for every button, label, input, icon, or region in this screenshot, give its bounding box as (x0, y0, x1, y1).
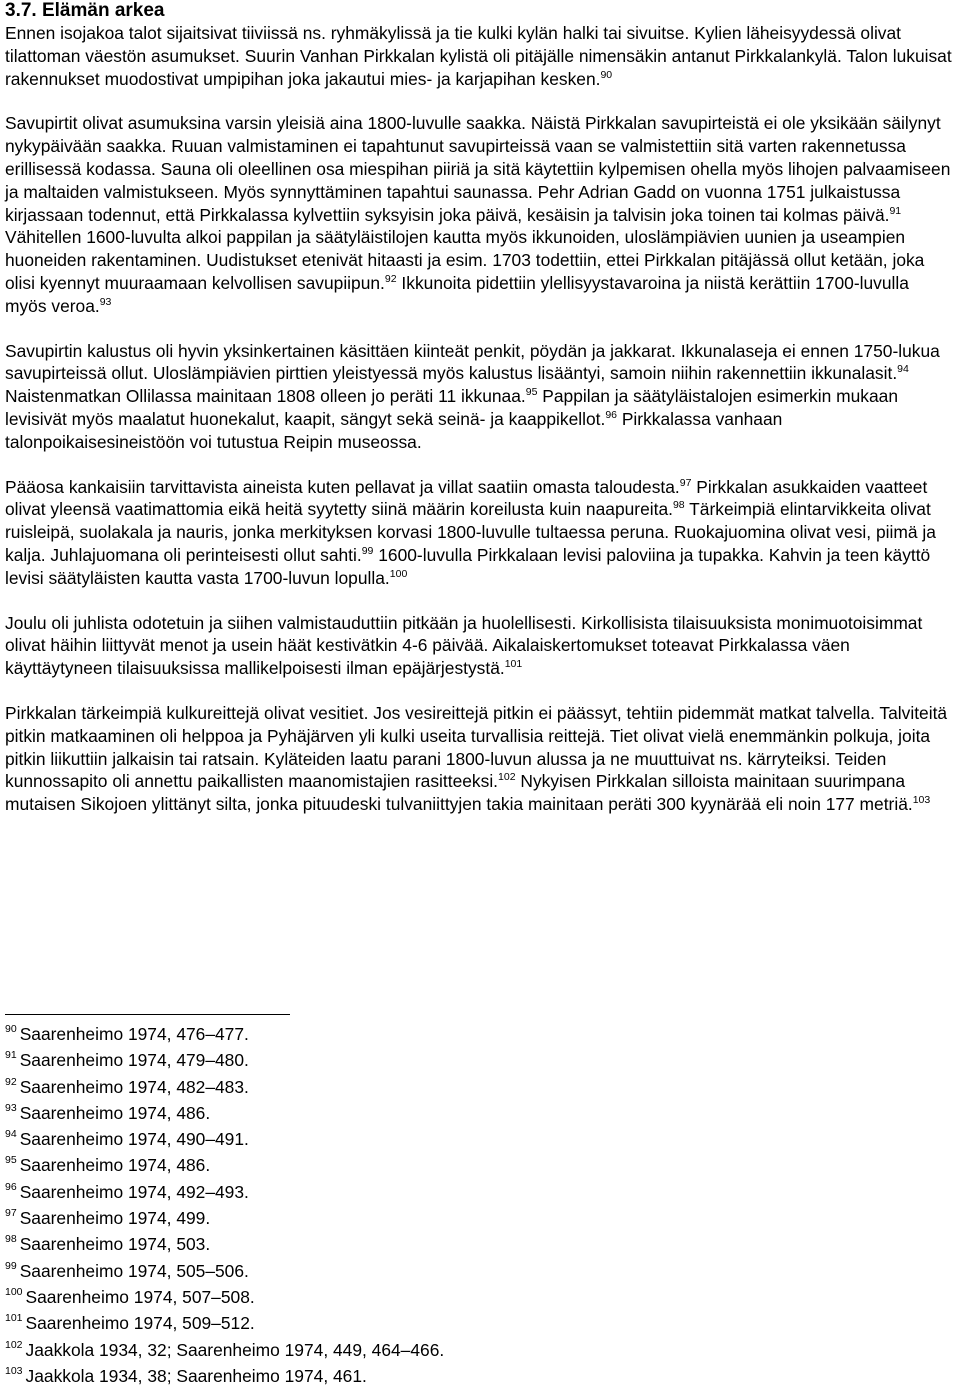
footnote-ref: 98 (672, 499, 685, 512)
footnote (5, 1021, 955, 1047)
footnote-number: 95 (5, 1154, 17, 1167)
footnote (5, 1284, 955, 1310)
paragraph-text: Pirkkalassa vanhaan talonpoikaisesineistöön voi tutustua Reipin museossa. (5, 408, 783, 452)
footnote-text: Saarenheimo 1974, 492–493. (19, 1181, 249, 1202)
paragraph (5, 112, 955, 317)
footnote-number: 97 (5, 1207, 17, 1220)
paragraph (5, 22, 955, 90)
footnote-number: 98 (5, 1233, 17, 1246)
footnote-text: Saarenheimo 1974, 482–483. (19, 1076, 249, 1097)
paragraph (5, 340, 955, 454)
footnote-separator (5, 1014, 290, 1015)
footnote-number: 92 (5, 1075, 17, 1088)
footnote (5, 1074, 955, 1100)
footnote-ref: 95 (525, 386, 538, 399)
paragraph-text: Pirkkalan tärkeimpiä kulkureittejä olivat vesitiet. Jos vesireittejä pitkin ei päässyt, tehtiin pidemmät matkat talvella. Talviteitä pitkin matkaaminen oli helppoa ja Pyhäjärven yli kulki useita turvallisia reittejä. Tiet olivat vielä enemmänkin polkuja, joita pitkin liikuttiin jalkaisin tai ratsain. Kyläteiden laatu parani 1800-luvun alussa ja ne muuttuivat ns. kärryteiksi. Teiden kunnossapito oli annettu paikallisten maanomistajien rasitteeksi. (5, 702, 948, 792)
footnote (5, 1047, 955, 1073)
footnote (5, 1205, 955, 1231)
paragraph-text: Ikkunoita pidettiin ylellisyystavaroina ja niistä kerättiin 1700-luvulla myös veroa. (5, 272, 909, 316)
footnote-text: Saarenheimo 1974, 490–491. (19, 1129, 249, 1150)
paragraph-text: Joulu oli juhlista odotetuin ja siihen valmistauduttiin pitkään ja huolellisesti. Kirkollisista tilaisuuksista monimuotoisimmat olivat häihin liittyvät menot ja usein häät kestivätkin 4-6 päivää. Aikalaiskertomukset toteavat Pirkkalassa väen käyttäytyneen tilaisuuksissa mallikelpoisesti ilman epäjärjestystä. (5, 612, 923, 679)
footnote (5, 1126, 955, 1152)
footnote-text: Saarenheimo 1974, 503. (19, 1234, 211, 1255)
footnote-text: Saarenheimo 1974, 486. (19, 1102, 211, 1123)
paragraph-text: Savupirtit olivat asumuksina varsin yleisiä aina 1800-luvulle saakka. Näistä Pirkkalan savupirteistä ei ole yksikään säilynyt nykypäivään saakka. Ruuan valmistaminen ei tapahtunut savupirteissä vaan se valmistettiin sitä varten rakennetussa erillisessä kodassa. Sauna oli oleellinen osa miespihan piiriä ja sitä käytettiin kylpemisen ohella myös lihojen palvaamiseen ja maltaiden valmistukseen. Myös synnyttäminen tapahtui saunassa. Pehr Adrian Gadd on vuonna 1751 julkaistussa kirjassaan todennut, että Pirkkalassa kylvettiin syksyisin joka päivä, kesäisin ja talvisin joka toinen tai kolmas päivä. (5, 113, 951, 225)
footnote-number: 90 (5, 1023, 17, 1035)
footnote-number: 93 (5, 1101, 17, 1114)
footnote-ref: 102 (498, 771, 516, 784)
footnote-number: 94 (5, 1128, 17, 1141)
paragraph-text: Tärkeimpiä elintarvikkeita olivat ruisleipä, suolakala ja nauris, jonka merkityksen korvasi 1800-luvulle tultaessa peruna. Ruokajuomina olivat vesi, piimä ja kalja. Juhlajuomana oli perinteisesti ollut sahti. (5, 499, 936, 565)
section-title: 3.7. Elämän arkea (5, 0, 165, 21)
paragraph-text: 1600-luvulla Pirkkalaan levisi paloviina ja tupakka. Kahvin ja teen käyttö levisi säätyläisten kautta vasta 1700-luvun lopulla. (5, 544, 931, 588)
footnote-text: Saarenheimo 1974, 499. (19, 1208, 211, 1229)
footnote-ref: 96 (605, 408, 617, 421)
footnote (5, 1152, 955, 1178)
footnote (5, 1258, 955, 1284)
paragraph-text: Pappilan ja säätyläistalojen esimerkin mukaan levisivät myös maalatut huonekalut, kaapit, sängyt sekä seinä- ja kaappikellot. (5, 386, 898, 429)
footnote-number: 103 (5, 1364, 23, 1377)
footnote-number: 99 (5, 1259, 17, 1272)
footnote-list (5, 1021, 955, 1389)
footnote-text: Jaakkola 1934, 38; Saarenheimo 1974, 461. (25, 1365, 367, 1386)
paragraph-text: Savupirtin kalustus oli hyvin yksinkertainen käsittäen kiinteät penkit, pöydän ja jakkarat. Ikkunalaseja ei ennen 1750-lukua savupirteissä ollut. Uloslämpiävien pirttien yleistyessä myös kalustus lisääntyi, samoin niihin rakennettiin ikkunalasit. (5, 340, 940, 384)
paragraph (5, 702, 955, 816)
footnote (5, 1100, 955, 1126)
paragraph-text: Vähitellen 1600-luvulta alkoi pappilan ja säätyläistilojen kautta myös ikkunoiden, uloslämpiävien uunien ja useampien huoneiden rakentaminen. Uudistukset etenivät hitaasti ja esim. 1703 todettiin, ettei Pirkkalan pitäjässä ollut ketään, joka olisi kyennyt muuraamaan kelvollisen savupiipun. (5, 227, 925, 293)
footnote-ref: 103 (912, 794, 931, 807)
paragraph (5, 612, 955, 680)
footnote-text: Saarenheimo 1974, 505–506. (19, 1260, 249, 1281)
footnote-number: 96 (5, 1180, 17, 1193)
footnote-text: Saarenheimo 1974, 486. (19, 1155, 211, 1176)
paragraph-text: Naistenmatkan Ollilassa mainitaan 1808 olleen jo peräti 11 ikkunaa. (5, 386, 526, 407)
footnote-text: Jaakkola 1934, 32; Saarenheimo 1974, 449, 464–466. (25, 1339, 445, 1360)
footnote-number: 100 (5, 1285, 23, 1298)
footnote (5, 1337, 955, 1363)
footnote-number: 102 (5, 1338, 23, 1351)
footnote-ref: 90 (600, 68, 613, 81)
footnote-number: 91 (5, 1049, 17, 1062)
paragraph-text: Pirkkalan asukkaiden vaatteet olivat yleensä vaatimattomia eikä heitä syytetty siinä määrin koreilusta kuin naapureita. (5, 476, 928, 520)
footnote-text: Saarenheimo 1974, 476–477. (19, 1024, 249, 1044)
footnote-ref: 101 (504, 658, 523, 671)
footnotes (5, 1014, 955, 1389)
footnote-ref: 100 (389, 567, 408, 580)
footnote-ref: 99 (361, 544, 374, 557)
document-page (5, 0, 955, 1386)
paragraph (5, 476, 955, 590)
footnote-text: Saarenheimo 1974, 507–508. (25, 1286, 255, 1307)
paragraph-text: Nykyisen Pirkkalan silloista mainitaan suurimpana mutaisen Sikojoen ylittänyt silta, jonka pituudeski tulvaniittyjen takia mainitaan peräti 300 kyynärää eli noin 177 metriä. (5, 771, 913, 815)
footnote (5, 1231, 955, 1257)
paragraph-text: Pääosa kankaisiin tarvittavista aineista kuten pellavat ja villat saatiin omasta taloudesta. (5, 476, 680, 497)
footnote-number: 101 (5, 1312, 23, 1325)
footnote-ref: 94 (897, 363, 909, 376)
footnote (5, 1310, 955, 1336)
paragraph-text: Ennen isojakoa talot sijaitsivat tiiviissä ns. ryhmäkylissä ja tie kulki kylän halki tai sivuitse. Kylien läheisyydessä olivat tilattoman väestön asumukset. Suurin Vanhan Pirkkalan kylistä oli pitäjälle nimensäkin antanut Pirkkalankylä. Talon lukuisat rakennukset muodostivat umpipihan joka jakautui mies- ja karjapihan kesken. (5, 23, 952, 89)
footnote-text: Saarenheimo 1974, 509–512. (25, 1313, 255, 1334)
footnote-text: Saarenheimo 1974, 479–480. (19, 1050, 249, 1071)
body-text (5, 22, 955, 816)
footnote-ref: 93 (99, 295, 112, 308)
footnote-ref: 92 (384, 272, 397, 285)
footnote-ref: 91 (889, 204, 902, 217)
footnote (5, 1179, 955, 1205)
footnote-ref: 97 (679, 476, 692, 489)
footnote (5, 1363, 955, 1389)
